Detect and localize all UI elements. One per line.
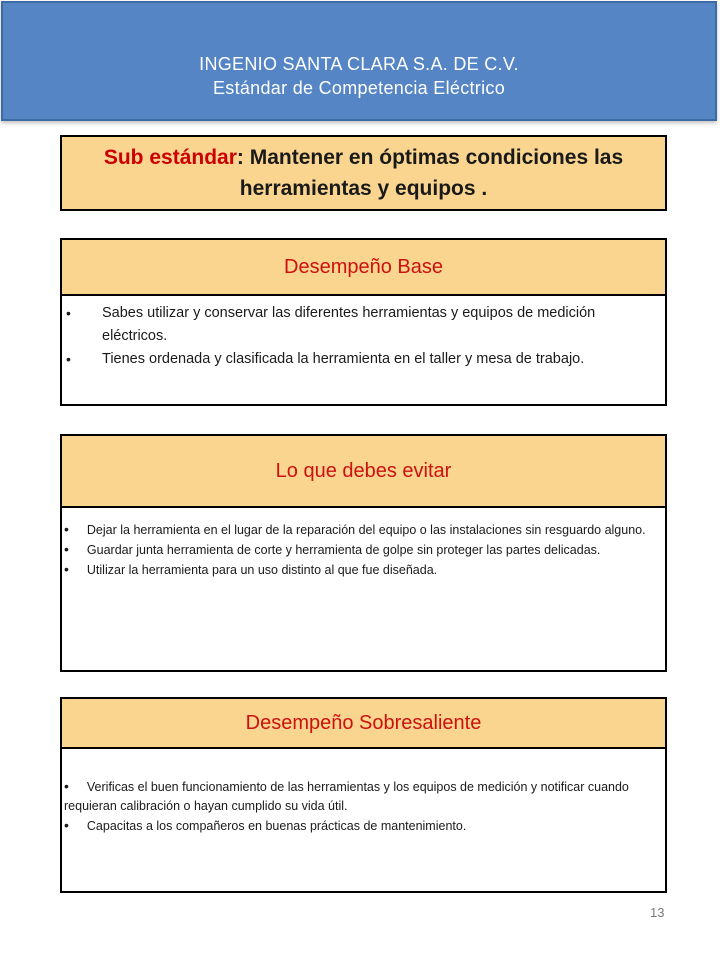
bullet-icon: • xyxy=(66,305,71,321)
list-item xyxy=(64,520,655,540)
avoid-list xyxy=(62,508,665,580)
list-item xyxy=(64,816,655,836)
list-item-text: Capacitas a los compañeros en buenas prácticas de mantenimiento. xyxy=(86,819,467,833)
avoid-box xyxy=(60,434,667,672)
outstanding-box xyxy=(60,697,667,893)
page-number: 13 xyxy=(650,905,665,920)
substandard-text xyxy=(70,142,657,204)
bullet-icon: • xyxy=(64,817,69,833)
bullet-icon: • xyxy=(64,561,69,577)
list-item-text: Sabes utilizar y conservar las diferentes herramientas y equipos de medición eléctricos. xyxy=(102,305,596,344)
bullet-icon: • xyxy=(64,541,69,557)
base-performance-title: Desempeño Base xyxy=(62,240,665,296)
substandard-description: : Mantener en óptimas condiciones las herramientas y equipos . xyxy=(236,146,624,200)
list-item xyxy=(66,302,657,348)
list-item-text: Verificas el buen funcionamiento de las herramientas y los equipos de medición y notificar cuando requieran calibración o hayan cumplido su vida útil. xyxy=(64,780,629,813)
list-item-text: Utilizar la herramienta para un uso distinto al que fue diseñada. xyxy=(86,563,438,577)
standard-title: Estándar de Competencia Eléctrico xyxy=(212,78,506,98)
list-item xyxy=(64,777,655,816)
substandard-label: Sub estándar xyxy=(103,146,237,169)
bullet-icon: • xyxy=(66,351,71,367)
document-header xyxy=(1,1,717,121)
avoid-title: Lo que debes evitar xyxy=(62,436,665,508)
list-item-text: Tienes ordenada y clasificada la herramienta en el taller y mesa de trabajo. xyxy=(102,351,585,367)
list-item xyxy=(66,348,657,371)
list-item xyxy=(64,540,655,560)
list-item xyxy=(64,560,655,580)
company-name: INGENIO SANTA CLARA S.A. DE C.V. xyxy=(199,54,519,74)
substandard-box xyxy=(60,135,667,211)
outstanding-list xyxy=(62,749,665,836)
list-item-text: Dejar la herramienta en el lugar de la reparación del equipo o las instalaciones sin resguardo alguno. xyxy=(86,523,646,537)
list-item-text: Guardar junta herramienta de corte y herramienta de golpe sin proteger las partes delicadas. xyxy=(86,543,601,557)
base-performance-box xyxy=(60,238,667,406)
outstanding-title: Desempeño Sobresaliente xyxy=(62,699,665,749)
base-performance-list xyxy=(62,296,665,371)
bullet-icon: • xyxy=(64,778,69,794)
bullet-icon: • xyxy=(64,521,69,537)
